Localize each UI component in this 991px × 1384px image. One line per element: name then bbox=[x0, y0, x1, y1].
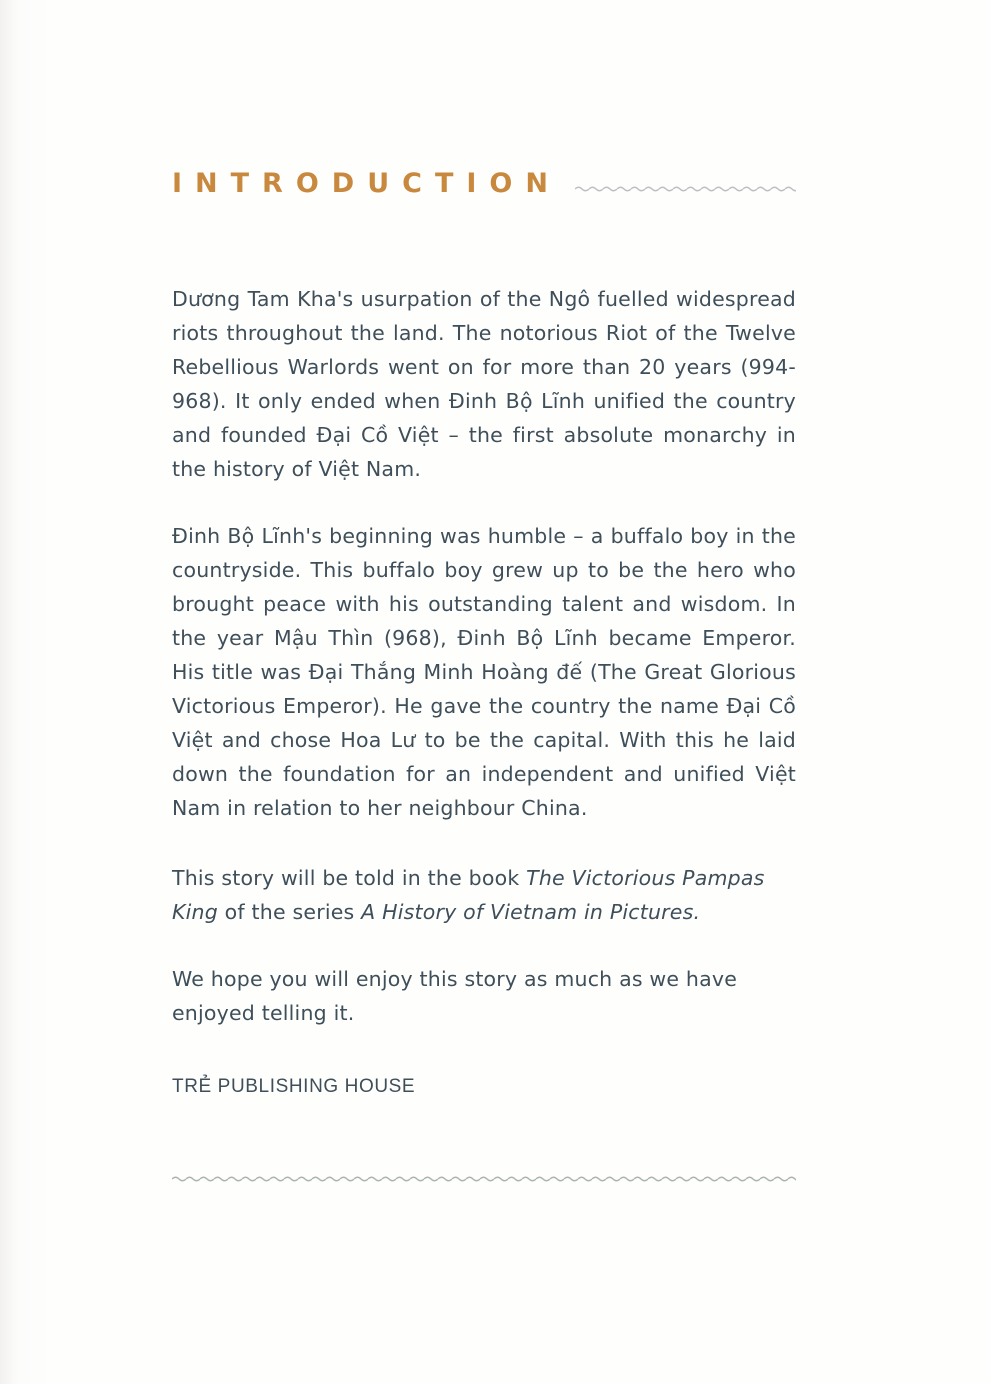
page-content bbox=[172, 168, 796, 1184]
series-title: A History of Vietnam in Pictures. bbox=[361, 900, 701, 925]
wavy-divider-bottom bbox=[172, 1174, 796, 1184]
wavy-divider-top bbox=[575, 184, 796, 194]
paragraph-usurpation: Dương Tam Kha's usurpation of the Ngô fuelled widespread riots throughout the land. The notorious Riot of the Twelve Rebellious Warlords went on for more than 20 years (994-968). It only ended when Đinh Bộ Lĩnh unified the country and founded Đại Cồ Việt – the first absolute monarchy in the history of Việt Nam. bbox=[172, 287, 796, 482]
paragraph-dinh-bo-linh: Đinh Bộ Lĩnh's beginning was humble – a buffalo boy in the countryside. This buffalo boy grew up to be the hero who brought peace with his outstanding talent and wisdom. In the year Mậu Thìn (968), Đinh Bộ Lĩnh became Emperor. His title was Đại Thắng Minh Hoàng đế (The Great Glorious Victorious Emperor). He gave the country the name Đại Cồ Việt and chose Hoa Lư to be the capital. With this he laid down the foundation for an independent and unified Việt Nam in relation to her neighbour China. bbox=[172, 524, 796, 821]
paragraph-closing: We hope you will enjoy this story as much as we have enjoyed telling it. bbox=[172, 967, 738, 1026]
paragraph-book-reference bbox=[172, 861, 796, 929]
paragraph-book-reference-text-1: This story will be told in the book bbox=[172, 866, 527, 891]
paragraph-book-reference-text-2: of the series bbox=[217, 900, 362, 925]
publisher-name: TRẺ PUBLISHING HOUSE bbox=[172, 1076, 416, 1098]
page-title-row bbox=[172, 168, 796, 200]
book-title: The Victorious Pampas King bbox=[172, 866, 765, 925]
page-title: INTRODUCTION bbox=[172, 168, 561, 199]
